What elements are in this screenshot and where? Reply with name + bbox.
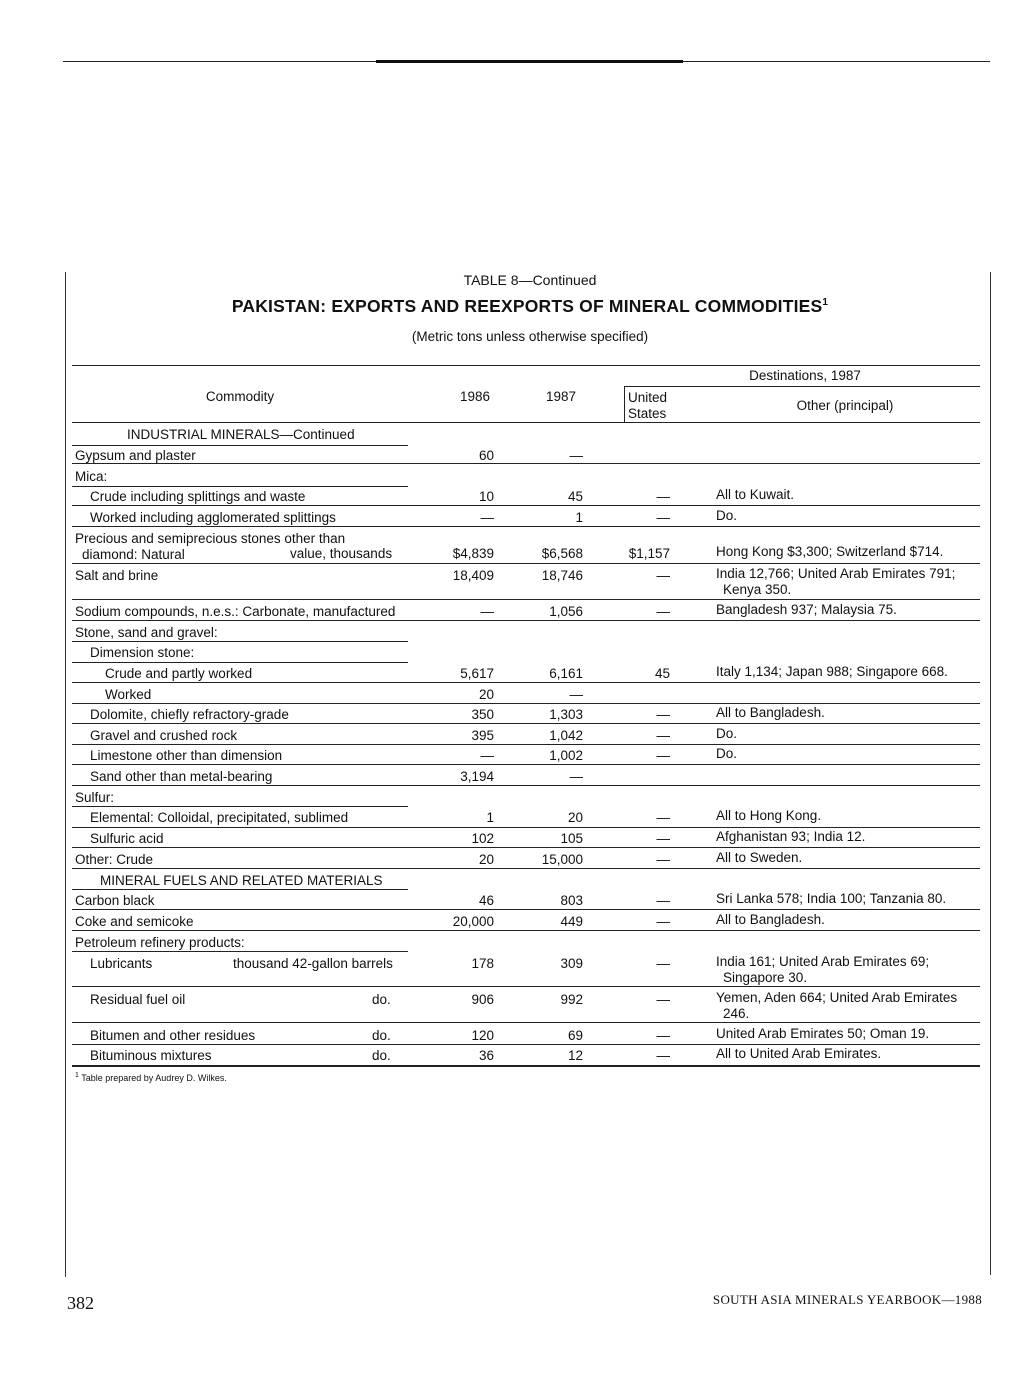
destination-other: All to Hong Kong.: [716, 808, 822, 823]
value-1987: 18,746: [541, 568, 583, 583]
title-footnote-mark: 1: [822, 297, 829, 309]
row-rule: [72, 930, 980, 931]
commodity-cell: Bitumen and other residues: [90, 1028, 256, 1043]
commodity-cell: Dolomite, chiefly refractory-grade: [90, 707, 289, 722]
destination-other-line2: Kenya 350.: [723, 582, 792, 597]
destination-other: All to Bangladesh.: [716, 705, 825, 720]
row-rule: [72, 1044, 980, 1045]
destination-other: United Arab Emirates 50; Oman 19.: [716, 1026, 930, 1041]
value-1987: 992: [560, 992, 583, 1007]
left-margin-line: [65, 272, 66, 1277]
value-united-states: —: [656, 852, 670, 867]
row-rule: [72, 505, 980, 506]
value-1986: —: [480, 748, 494, 763]
value-1986: 3,194: [460, 769, 494, 784]
commodity-cell: Gravel and crushed rock: [90, 728, 238, 743]
value-1986: 60: [478, 448, 494, 463]
value-1987: 1,303: [549, 707, 583, 722]
value-1987: 1: [575, 510, 583, 525]
row-rule: [72, 889, 408, 890]
destination-other-line2: 246.: [723, 1006, 750, 1021]
destinations-rule: [624, 386, 980, 387]
value-1986: $4,839: [452, 546, 494, 561]
value-united-states: —: [656, 1048, 670, 1063]
value-1986: 178: [471, 956, 494, 971]
row-rule: [72, 526, 980, 527]
value-1987: 309: [560, 956, 583, 971]
value-united-states: —: [656, 510, 670, 525]
header-destinations: Destinations, 1987: [749, 368, 861, 383]
row-rule: [72, 909, 980, 910]
commodity-cell: Crude and partly worked: [105, 666, 253, 681]
destination-other: Sri Lanka 578; India 100; Tanzania 80.: [716, 891, 947, 906]
commodity-cell: Petroleum refinery products:: [75, 935, 245, 950]
value-united-states: —: [656, 1028, 670, 1043]
commodity-cell: Sulfuric acid: [90, 831, 164, 846]
row-rule: [72, 951, 408, 952]
value-1986: 10: [478, 489, 494, 504]
row-rule: [72, 806, 408, 807]
value-1986: 18,409: [452, 568, 494, 583]
value-1986: 120: [471, 1028, 494, 1043]
commodity-cell: Sand other than metal-bearing: [90, 769, 273, 784]
row-rule: [72, 1022, 980, 1023]
value-1986: 395: [471, 728, 494, 743]
unit-cell: value, thousands: [290, 546, 393, 561]
value-1987: 12: [567, 1048, 583, 1063]
header-top-rule: [72, 365, 980, 366]
value-1986: 20,000: [452, 914, 494, 929]
row-rule: [72, 682, 980, 683]
value-1987: 105: [560, 831, 583, 846]
value-united-states: —: [656, 810, 670, 825]
header-us-line1: United: [628, 390, 668, 405]
destination-other: Hong Kong $3,300; Switzerland $714.: [716, 544, 944, 559]
commodity-cell: Dimension stone:: [90, 645, 195, 660]
value-1987: 15,000: [541, 852, 583, 867]
value-united-states: —: [656, 992, 670, 1007]
right-margin-line: [990, 272, 991, 1275]
value-1987: 69: [567, 1028, 583, 1043]
value-1987: —: [569, 687, 583, 702]
commodity-cell: Other: Crude: [75, 852, 154, 867]
value-1987: 1,042: [549, 728, 583, 743]
value-united-states: —: [656, 568, 670, 583]
value-1987: 6,161: [549, 666, 583, 681]
header-1987: 1987: [545, 389, 577, 404]
header-us-line2: States: [628, 406, 667, 421]
commodity-cell: Salt and brine: [75, 568, 159, 583]
commodity-cell-line2: diamond: Natural: [82, 547, 185, 562]
value-united-states: —: [656, 604, 670, 619]
page-number: 382: [67, 1293, 94, 1313]
value-1987: —: [569, 769, 583, 784]
value-1987: 803: [560, 893, 583, 908]
row-rule: [72, 445, 408, 446]
header-bottom-rule: [72, 422, 980, 423]
destination-other: Do.: [716, 726, 738, 741]
header-other: Other (principal): [796, 398, 894, 413]
destination-other: India 161; United Arab Emirates 69;: [716, 954, 930, 969]
us-column-divider: [624, 386, 625, 422]
commodity-cell: Worked: [105, 687, 152, 702]
destination-other: Italy 1,134; Japan 988; Singapore 668.: [716, 664, 948, 679]
commodity-cell: Sodium compounds, n.e.s.: Carbonate, manufactured: [75, 604, 396, 619]
value-united-states: —: [656, 914, 670, 929]
row-rule: [72, 641, 408, 642]
destination-other: Yemen, Aden 664; United Arab Emirates: [716, 990, 958, 1005]
footnote-mark: 1: [75, 1072, 79, 1079]
commodity-cell: Precious and semiprecious stones other than: [75, 531, 346, 546]
destination-other: Afghanistan 93; India 12.: [716, 829, 866, 844]
value-united-states: $1,157: [628, 546, 670, 561]
row-rule: [72, 868, 980, 869]
value-1986: 350: [471, 707, 494, 722]
destination-other: Do.: [716, 508, 738, 523]
running-head: SOUTH ASIA MINERALS YEARBOOK—1988: [712, 1292, 982, 1307]
value-1986: —: [480, 510, 494, 525]
destination-other: Bangladesh 937; Malaysia 75.: [716, 602, 897, 617]
row-rule: [72, 486, 408, 487]
commodity-cell: Limestone other than dimension: [90, 748, 283, 763]
commodity-cell: INDUSTRIAL MINERALS—Continued: [127, 427, 355, 442]
table-title: [0, 296, 1029, 317]
value-1987: 20: [567, 810, 583, 825]
value-1986: 46: [478, 893, 494, 908]
commodity-cell: Elemental: Colloidal, precipitated, sublimed: [90, 810, 349, 825]
value-united-states: —: [656, 831, 670, 846]
commodity-cell: Stone, sand and gravel:: [75, 625, 218, 640]
header-1986: 1986: [459, 389, 491, 404]
value-1987: 1,002: [549, 748, 583, 763]
value-1986: 20: [478, 687, 494, 702]
row-rule: [72, 662, 408, 663]
value-1987: —: [569, 448, 583, 463]
row-rule: [72, 1065, 980, 1067]
header-commodity: Commodity: [205, 389, 275, 404]
commodity-cell: Residual fuel oil: [90, 992, 186, 1007]
value-united-states: —: [656, 489, 670, 504]
value-1987: $6,568: [541, 546, 583, 561]
unit-cell: do.: [372, 1048, 391, 1063]
commodity-cell: Gypsum and plaster: [75, 448, 196, 463]
value-united-states: —: [656, 893, 670, 908]
commodity-cell: Carbon black: [75, 893, 155, 908]
destination-other: Do.: [716, 746, 738, 761]
commodity-cell: Lubricants: [90, 956, 153, 971]
top-rule-accent: [376, 60, 683, 63]
commodity-cell: Coke and semicoke: [75, 914, 194, 929]
destination-other: All to United Arab Emirates.: [716, 1046, 882, 1061]
table-title-text: PAKISTAN: EXPORTS AND REEXPORTS OF MINERAL COMMODITIES: [231, 296, 823, 316]
row-rule: [72, 764, 980, 765]
destination-other: India 12,766; United Arab Emirates 791;: [716, 566, 956, 581]
destination-other-line2: Singapore 30.: [723, 970, 808, 985]
value-united-states: —: [656, 728, 670, 743]
commodity-cell: Mica:: [75, 469, 108, 484]
row-rule: [72, 744, 980, 745]
destination-other: All to Sweden.: [716, 850, 803, 865]
value-1987: 449: [560, 914, 583, 929]
unit-cell: do.: [372, 1028, 391, 1043]
value-united-states: —: [656, 956, 670, 971]
commodity-cell: Worked including agglomerated splittings: [90, 510, 336, 525]
value-1986: 36: [478, 1048, 494, 1063]
value-1986: 1: [486, 810, 494, 825]
value-1986: —: [480, 604, 494, 619]
row-rule: [72, 785, 980, 786]
value-united-states: —: [656, 748, 670, 763]
row-rule: [72, 563, 980, 564]
commodity-cell: Sulfur:: [75, 790, 115, 805]
row-rule: [72, 986, 980, 987]
value-1986: 20: [478, 852, 494, 867]
value-1986: 906: [471, 992, 494, 1007]
commodity-cell: Crude including splittings and waste: [90, 489, 306, 504]
value-united-states: —: [656, 707, 670, 722]
commodity-cell: Bituminous mixtures: [90, 1048, 212, 1063]
commodity-cell: MINERAL FUELS AND RELATED MATERIALS: [100, 873, 383, 888]
unit-cell: do.: [372, 992, 391, 1007]
value-1986: 102: [471, 831, 494, 846]
value-united-states: 45: [654, 666, 670, 681]
row-rule: [72, 847, 980, 848]
unit-cell: thousand 42-gallon barrels: [233, 956, 393, 971]
destination-other: All to Bangladesh.: [716, 912, 825, 927]
value-1987: 45: [567, 489, 583, 504]
row-rule: [72, 827, 980, 828]
row-rule: [72, 703, 980, 704]
table-subtitle: (Metric tons unless otherwise specified): [411, 329, 649, 344]
value-1986: 5,617: [460, 666, 494, 681]
row-rule: [72, 463, 980, 464]
row-rule: [72, 723, 980, 724]
destination-other: All to Kuwait.: [716, 487, 795, 502]
value-1987: 1,056: [549, 604, 583, 619]
footnote: [75, 1072, 227, 1083]
row-rule: [72, 599, 980, 600]
table-number: TABLE 8—Continued: [463, 272, 597, 288]
footnote-text: Table prepared by Audrey D. Wilkes.: [81, 1073, 227, 1083]
row-rule: [72, 620, 980, 621]
